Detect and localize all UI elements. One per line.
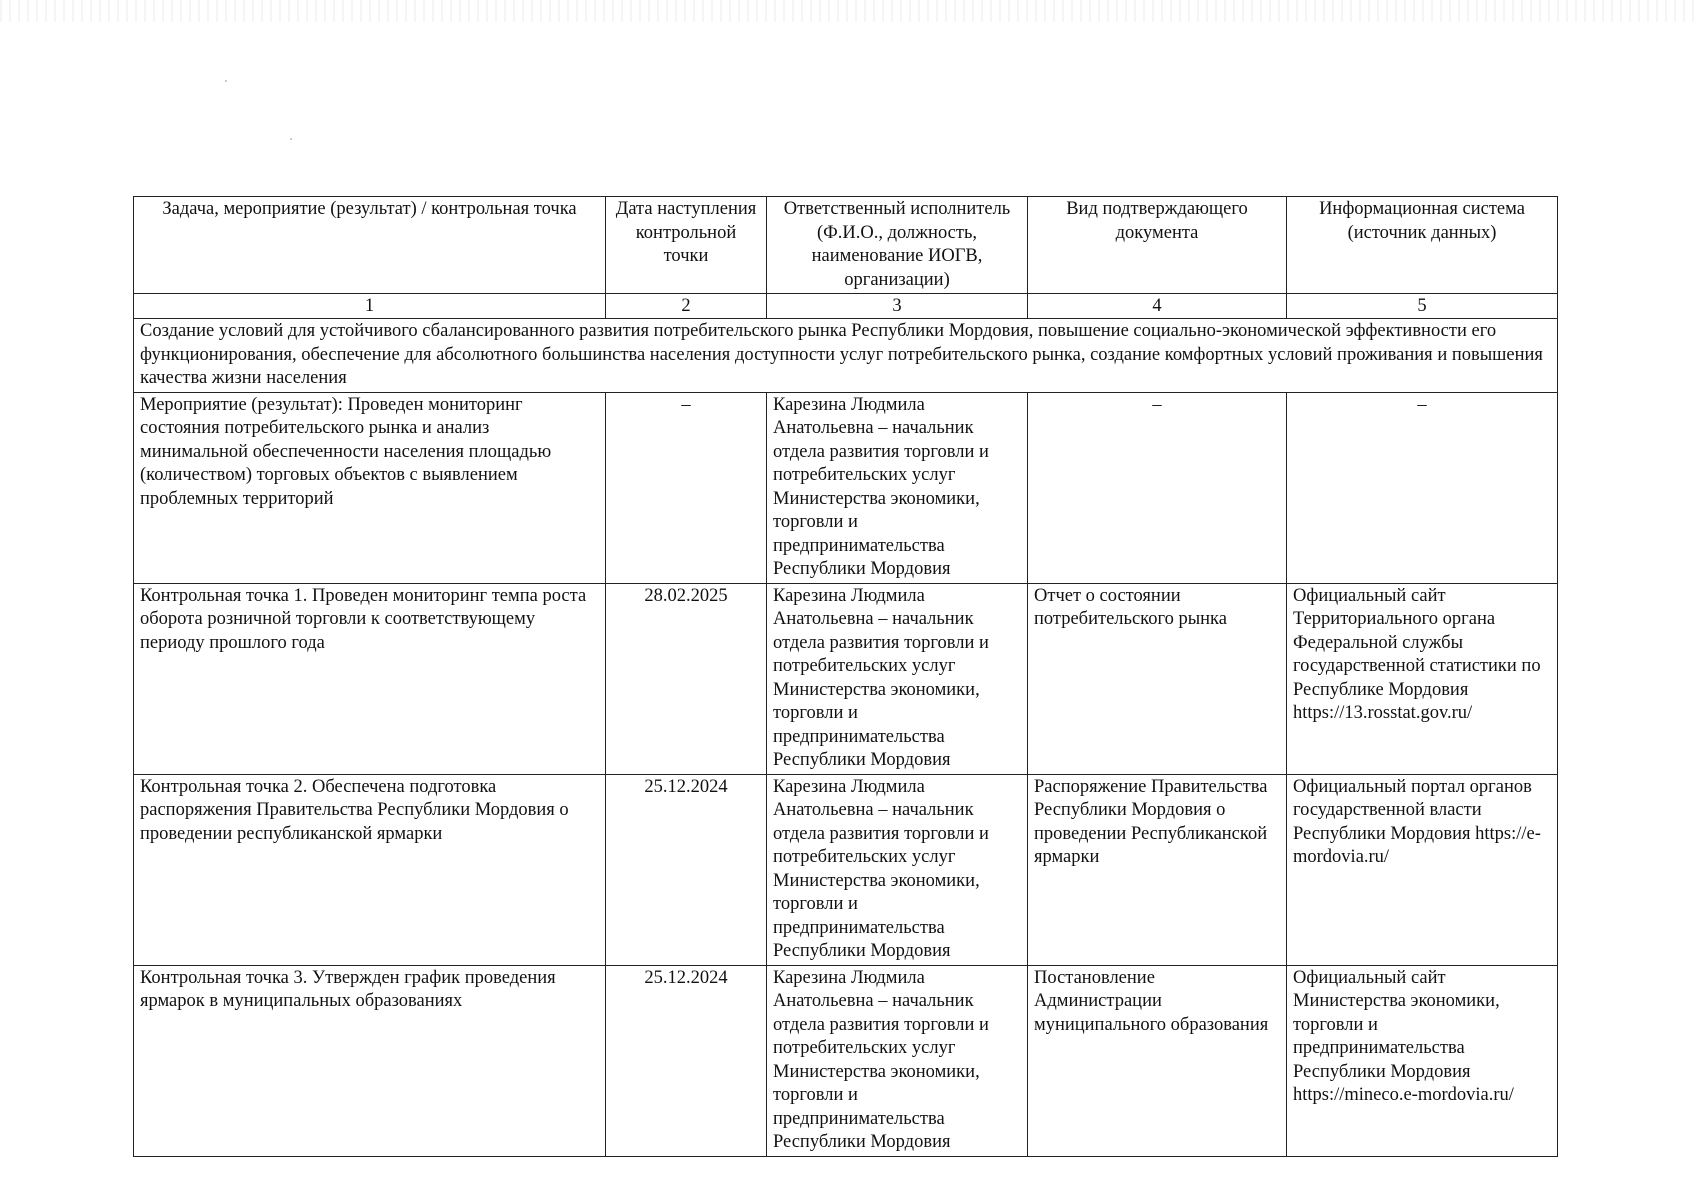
- row-date: 28.02.2025: [606, 583, 767, 774]
- row-responsible: Карезина Людмила Анатольевна – начальник отдела развития торговли и потребительских услуг Министерства экономики, торговли и предпринимательства Республики Мордовия: [767, 583, 1028, 774]
- control-points-table: [133, 196, 1558, 1157]
- column-number: 4: [1028, 294, 1287, 319]
- row-document: Постановление Администрации муниципального образования: [1028, 965, 1287, 1156]
- row-name: Контрольная точка 2. Обеспечена подготовка распоряжения Правительства Республики Мордовия о проведении республиканской ярмарки: [134, 774, 606, 965]
- row-document: Отчет о состоянии потребительского рынка: [1028, 583, 1287, 774]
- scan-speck: [290, 138, 292, 140]
- row-source: Официальный сайт Министерства экономики, торговли и предпринимательства Республики Мордовия https://mineco.e-mordovia.ru/: [1287, 965, 1558, 1156]
- scan-edge-artifact: [0, 0, 1697, 22]
- table-row: [134, 774, 1558, 965]
- task-row: [134, 319, 1558, 393]
- column-numbers-row: [134, 294, 1558, 319]
- row-responsible: Карезина Людмила Анатольевна – начальник отдела развития торговли и потребительских услуг Министерства экономики, торговли и предпринимательства Республики Мордовия: [767, 965, 1028, 1156]
- table-row: [134, 965, 1558, 1156]
- row-source: –: [1287, 392, 1558, 583]
- row-source: Официальный сайт Территориального органа Федеральной службы государственной статистики по Республике Мордовия https://13.rosstat.gov.ru/: [1287, 583, 1558, 774]
- column-number: 2: [606, 294, 767, 319]
- row-name: Контрольная точка 3. Утвержден график проведения ярмарок в муниципальных образованиях: [134, 965, 606, 1156]
- task-description: Создание условий для устойчивого сбалансированного развития потребительского рынка Республики Мордовия, повышение социально-экономической эффективности его функционирования, обеспечение для абсолютного большинства населения доступности услуг потребительского рынка, создание комфортных условий проживания и повышения качества жизни населения: [134, 319, 1558, 393]
- header-date: Дата наступления контрольной точки: [606, 197, 767, 294]
- row-name: Контрольная точка 1. Проведен мониторинг темпа роста оборота розничной торговли к соответствующему периоду прошлого года: [134, 583, 606, 774]
- header-document: Вид подтверждающего документа: [1028, 197, 1287, 294]
- column-number: 5: [1287, 294, 1558, 319]
- row-responsible: Карезина Людмила Анатольевна – начальник отдела развития торговли и потребительских услуг Министерства экономики, торговли и предпринимательства Республики Мордовия: [767, 774, 1028, 965]
- row-source: Официальный портал органов государственной власти Республики Мордовия https://e-mordovia.ru/: [1287, 774, 1558, 965]
- row-date: 25.12.2024: [606, 965, 767, 1156]
- row-document: –: [1028, 392, 1287, 583]
- column-number: 3: [767, 294, 1028, 319]
- column-number: 1: [134, 294, 606, 319]
- table-row: [134, 392, 1558, 583]
- header-task: Задача, мероприятие (результат) / контрольная точка: [134, 197, 606, 294]
- row-date: 25.12.2024: [606, 774, 767, 965]
- header-responsible: Ответственный исполнитель (Ф.И.О., должность, наименование ИОГВ, организации): [767, 197, 1028, 294]
- row-date: –: [606, 392, 767, 583]
- row-document: Распоряжение Правительства Республики Мордовия о проведении Республиканской ярмарки: [1028, 774, 1287, 965]
- scan-speck: [225, 80, 227, 82]
- row-name: Мероприятие (результат): Проведен мониторинг состояния потребительского рынка и анализ минимальной обеспеченности населения площадью (количеством) торговых объектов с выявлением проблемных территорий: [134, 392, 606, 583]
- header-row: [134, 197, 1558, 294]
- table-row: [134, 583, 1558, 774]
- header-source: Информационная система (источник данных): [1287, 197, 1558, 294]
- row-responsible: Карезина Людмила Анатольевна – начальник отдела развития торговли и потребительских услуг Министерства экономики, торговли и предпринимательства Республики Мордовия: [767, 392, 1028, 583]
